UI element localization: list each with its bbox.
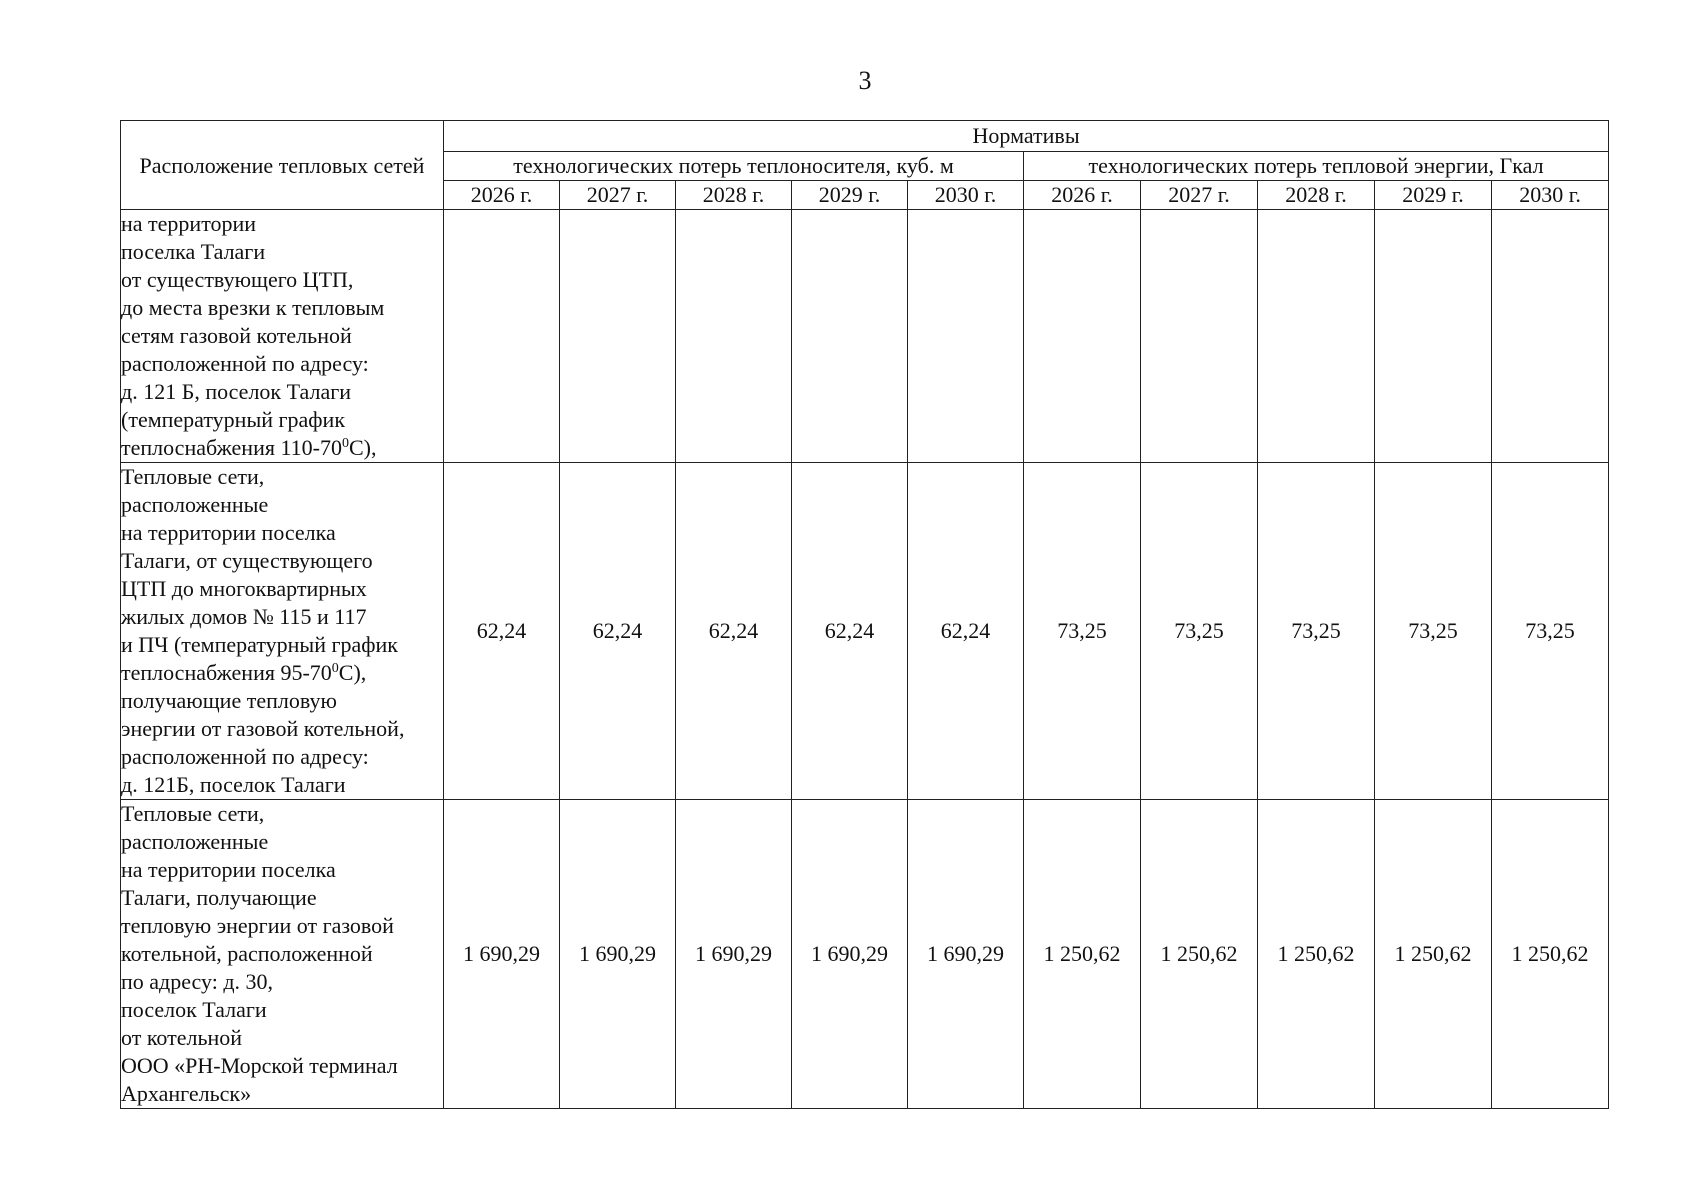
coolant-value-cell: [560, 210, 676, 463]
header-group-heat: технологических потерь тепловой энергии, Гкал: [1024, 152, 1609, 181]
heat-value-cell: 1 250,62: [1375, 800, 1492, 1109]
coolant-value-cell: [676, 210, 792, 463]
location-text-tail: С), получающие тепловую энергии от газовой котельной, расположенной по адресу: д. 121Б, поселок Талаги: [121, 660, 405, 797]
table-row: [121, 800, 1609, 1109]
location-text-tail: С),: [348, 435, 377, 460]
coolant-value-cell: 1 690,29: [560, 800, 676, 1109]
header-year: 2028 г.: [1258, 181, 1375, 210]
coolant-value-cell: [908, 210, 1024, 463]
heat-value-cell: 73,25: [1024, 463, 1141, 800]
table-row: [121, 463, 1609, 800]
coolant-value-cell: 62,24: [444, 463, 560, 800]
page-number: 3: [858, 66, 872, 95]
heat-value-cell: [1492, 210, 1609, 463]
normatives-table: [120, 120, 1609, 1109]
heat-value-cell: 1 250,62: [1024, 800, 1141, 1109]
coolant-value-cell: 62,24: [908, 463, 1024, 800]
header-year: 2030 г.: [908, 181, 1024, 210]
degree-superscript: 0: [331, 661, 339, 676]
header-year: 2026 г.: [1024, 181, 1141, 210]
header-location: Расположение тепловых сетей: [121, 121, 444, 210]
location-text: Тепловые сети, расположенные на территории поселка Талаги, от существующего ЦТП до многоквартирных жилых домов № 115 и 117 и ПЧ (температурный график теплоснабжения 95-70: [121, 464, 398, 685]
heat-value-cell: 1 250,62: [1492, 800, 1609, 1109]
header-year: 2027 г.: [560, 181, 676, 210]
coolant-value-cell: 62,24: [560, 463, 676, 800]
header-year: 2027 г.: [1141, 181, 1258, 210]
heat-value-cell: 1 250,62: [1141, 800, 1258, 1109]
header-year: 2028 г.: [676, 181, 792, 210]
coolant-value-cell: [444, 210, 560, 463]
heat-value-cell: 73,25: [1258, 463, 1375, 800]
header-year: 2030 г.: [1492, 181, 1609, 210]
location-cell: [121, 463, 444, 800]
header-normatives: Нормативы: [444, 121, 1609, 152]
location-cell: [121, 800, 444, 1109]
heat-value-cell: 73,25: [1375, 463, 1492, 800]
heat-value-cell: [1375, 210, 1492, 463]
coolant-value-cell: 1 690,29: [676, 800, 792, 1109]
header-year: 2026 г.: [444, 181, 560, 210]
coolant-value-cell: [792, 210, 908, 463]
degree-superscript: 0: [341, 436, 349, 451]
heat-value-cell: 1 250,62: [1258, 800, 1375, 1109]
coolant-value-cell: 62,24: [792, 463, 908, 800]
heat-value-cell: [1024, 210, 1141, 463]
coolant-value-cell: 1 690,29: [908, 800, 1024, 1109]
location-text: на территории поселка Талаги от существующего ЦТП, до места врезки к тепловым сетям газовой котельной расположенной по адресу: д. 121 Б, поселок Талаги (температурный график теплоснабжения 110-70: [121, 211, 385, 460]
table-row: [121, 210, 1609, 463]
location-cell: [121, 210, 444, 463]
header-year: 2029 г.: [1375, 181, 1492, 210]
heat-value-cell: [1258, 210, 1375, 463]
location-text: Тепловые сети, расположенные на территории поселка Талаги, получающие тепловую энергии от газовой котельной, расположенной по адресу: д. 30, поселок Талаги от котельной ООО «РН-Морской терминал Архангельск»: [121, 801, 398, 1106]
header-year: 2029 г.: [792, 181, 908, 210]
heat-value-cell: 73,25: [1141, 463, 1258, 800]
coolant-value-cell: 1 690,29: [792, 800, 908, 1109]
header-group-coolant: технологических потерь теплоносителя, куб. м: [444, 152, 1024, 181]
coolant-value-cell: 62,24: [676, 463, 792, 800]
heat-value-cell: [1141, 210, 1258, 463]
heat-value-cell: 73,25: [1492, 463, 1609, 800]
coolant-value-cell: 1 690,29: [444, 800, 560, 1109]
